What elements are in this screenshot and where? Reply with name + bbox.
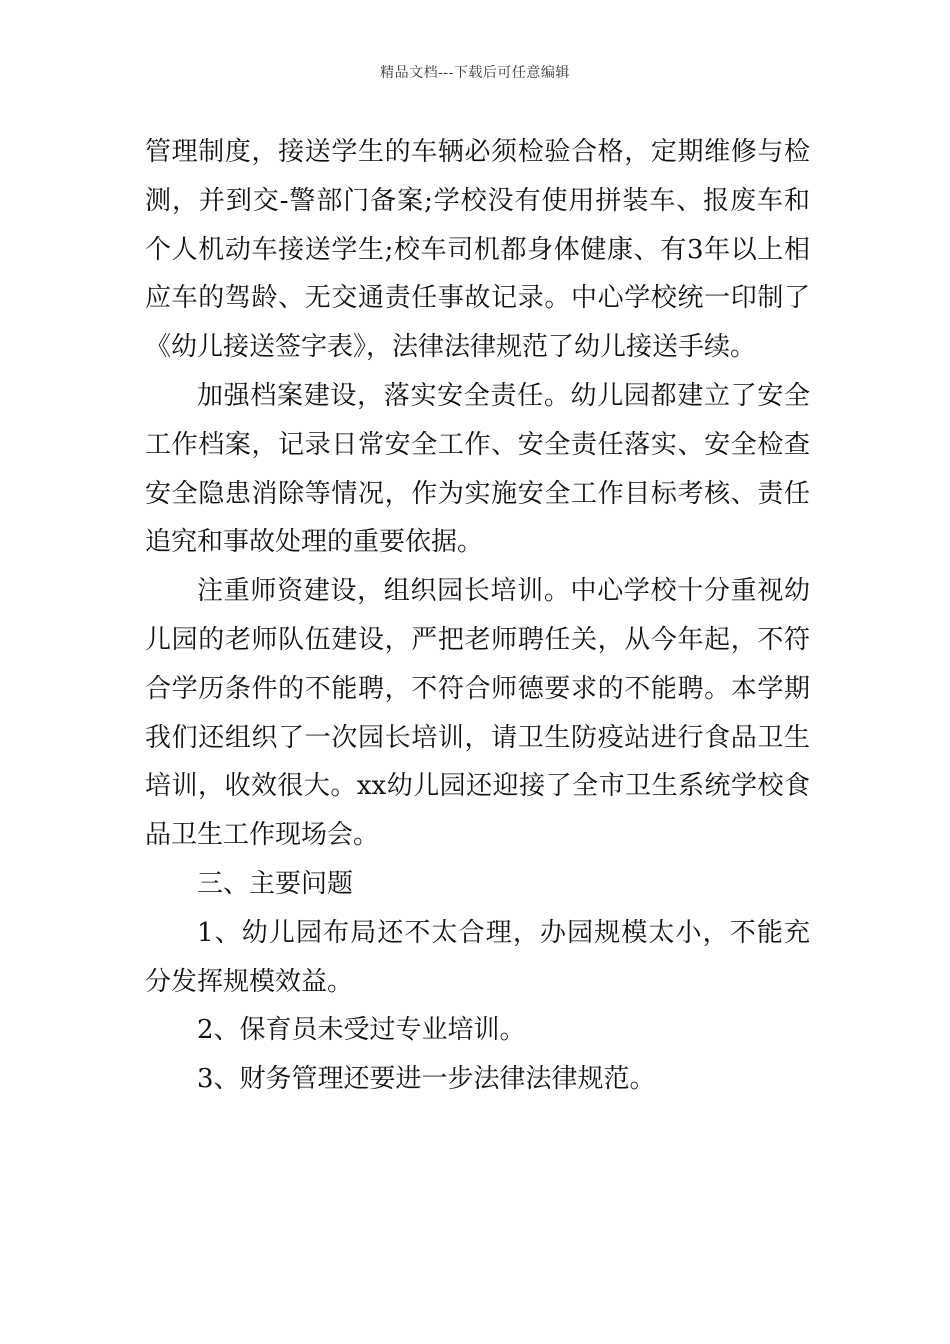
section-heading-main-problems: 三、主要问题 (197, 868, 354, 899)
list-item-problem-2: 2、保育员未受过专业培训。 (197, 1015, 526, 1046)
list-item-problem-1: 1、幼儿园布局还不太合理，办园规模太小，不能充分发挥规模效益。 (145, 917, 810, 997)
paragraph-teacher-training: 注重师资建设，组织园长培训。中心学校十分重视幼儿园的老师队伍建设，严把老师聘任关，从今年起，不符合学历条件的不能聘，不符合师德要求的不能聘。本学期我们还组织了一次园长培训，请卫生防疫站进行食品卫生培训，收效很大。xx幼儿园还迎接了全市卫生系统学校食品卫生工作现场会。 (145, 576, 810, 851)
paragraph-archive-construction: 加强档案建设，落实安全责任。幼儿园都建立了安全工作档案，记录日常安全工作、安全责任落实、安全检查安全隐患消除等情况，作为实施安全工作目标考核、责任追究和事故处理的重要依据。 (145, 380, 810, 558)
paragraph-continuation: 管理制度，接送学生的车辆必须检验合格，定期维修与检测，并到交-警部门备案;学校没有使用拼装车、报废车和个人机动车接送学生;校车司机都身体健康、有3年以上相应车的驾龄、无交通责任事故记录。中心学校统一印制了《幼儿接送签字表》，法律法律规范了幼儿接送手续。 (145, 137, 810, 363)
document-body (145, 128, 810, 1104)
page-header: 精品文档---下载后可任意编辑 (380, 65, 570, 81)
list-item-problem-3: 3、财务管理还要进一步法律法律规范。 (197, 1064, 656, 1095)
